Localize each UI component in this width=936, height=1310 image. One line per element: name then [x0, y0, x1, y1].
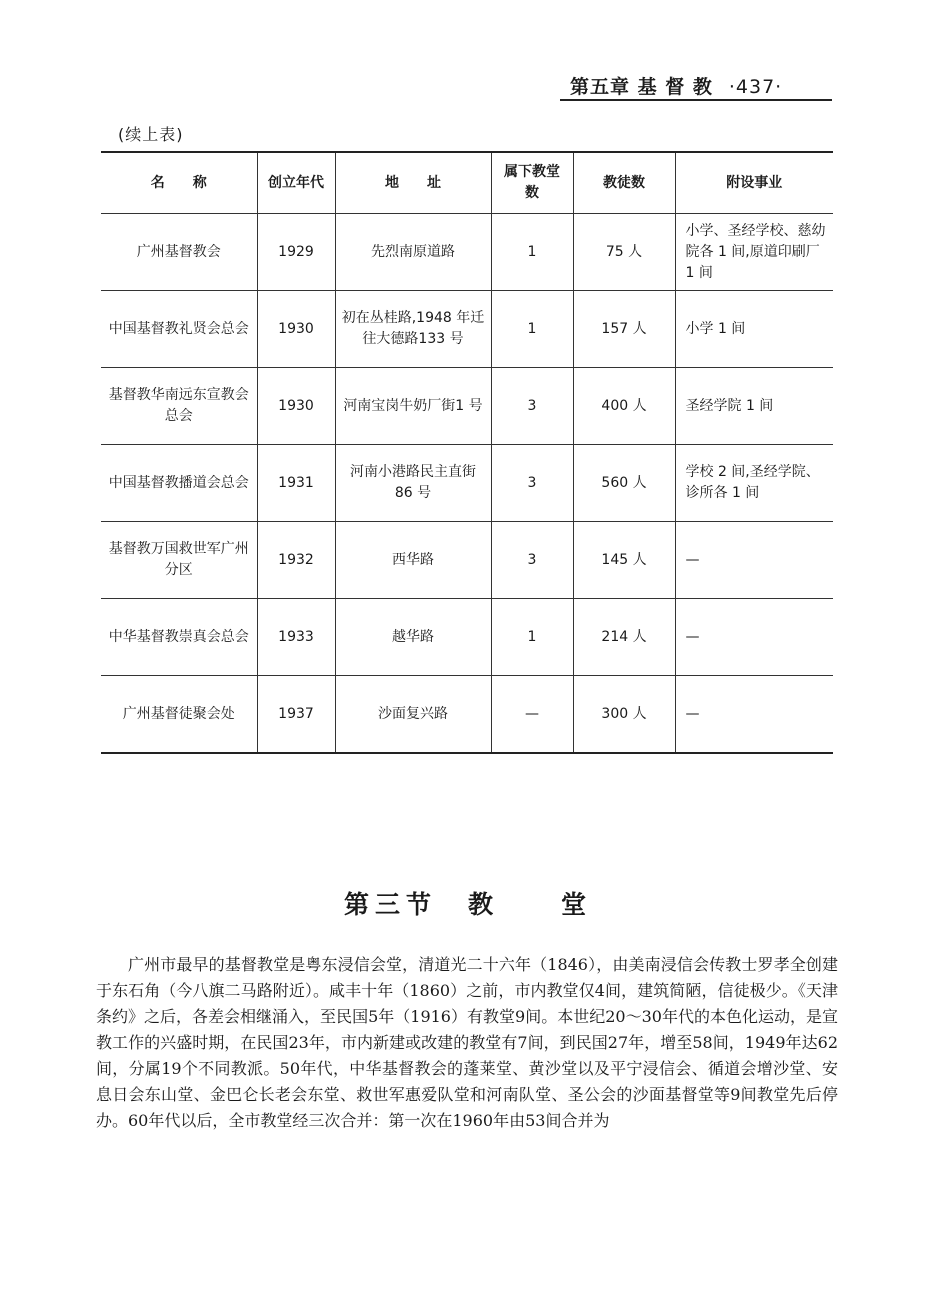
cell-members: 300 人 — [573, 676, 675, 754]
cell-affiliated: — — [675, 676, 833, 754]
cell-affiliated: — — [675, 522, 833, 599]
cell-address: 沙面复兴路 — [335, 676, 491, 754]
table-row — [101, 214, 833, 291]
page-number: ·437· — [728, 76, 783, 98]
cell-name: 中华基督教崇真会总会 — [101, 599, 257, 676]
cell-members: 145 人 — [573, 522, 675, 599]
header-affiliated: 附设事业 — [675, 152, 833, 214]
table-header-row — [101, 152, 833, 214]
table-row — [101, 368, 833, 445]
cell-name: 基督教万国救世军广州分区 — [101, 522, 257, 599]
header-members: 教徒数 — [573, 152, 675, 214]
continuation-label: (续上表) — [118, 125, 184, 144]
cell-address: 先烈南原道路 — [335, 214, 491, 291]
cell-founded: 1937 — [257, 676, 335, 754]
cell-affiliated: 小学、圣经学校、慈幼院各 1 间,原道印刷厂 1 间 — [675, 214, 833, 291]
cell-members: 214 人 — [573, 599, 675, 676]
table-row — [101, 676, 833, 754]
cell-address: 河南小港路民主直街 86 号 — [335, 445, 491, 522]
cell-members: 400 人 — [573, 368, 675, 445]
cell-churches: — — [491, 676, 573, 754]
cell-address: 初在丛桂路,1948 年迁往大德路133 号 — [335, 291, 491, 368]
cell-members: 157 人 — [573, 291, 675, 368]
cell-name: 基督教华南远东宣教会总会 — [101, 368, 257, 445]
body-text — [96, 952, 838, 1134]
cell-founded: 1930 — [257, 368, 335, 445]
cell-churches: 3 — [491, 522, 573, 599]
table-row — [101, 522, 833, 599]
header-name: 名 称 — [101, 152, 257, 214]
cell-churches: 3 — [491, 445, 573, 522]
table-row — [101, 599, 833, 676]
body-paragraph: 广州市最早的基督教堂是粤东浸信会堂，清道光二十六年（1846），由美南浸信会传教士罗孝全创建于东石角（今八旗二马路附近）。咸丰十年（1860）之前，市内教堂仅4间，建筑简陋，信徒极少。《天津条约》之后，各差会相继涌入，至民国5年（1916）有教堂9间。本世纪20～30年代的本色化运动，是宣教工作的兴盛时期，在民国23年，市内新建或改建的教堂有7间，到民国27年，增至58间，1949年达62间，分属19个不同教派。50年代，中华基督教会的蓬莱堂、黄沙堂以及平宁浸信会、循道会增沙堂、安息日会东山堂、金巴仑长老会东堂、救世军惠爱队堂和河南队堂、圣公会的沙面基督堂等9间教堂先后停办。60年代以后，全市教堂经三次合并：第一次在1960年由53间合并为 — [96, 955, 838, 1130]
chapter-title: 第五章 基 督 教 — [570, 76, 713, 98]
cell-founded: 1931 — [257, 445, 335, 522]
cell-address: 河南宝岗牛奶厂街1 号 — [335, 368, 491, 445]
cell-churches: 1 — [491, 599, 573, 676]
cell-founded: 1933 — [257, 599, 335, 676]
cell-founded: 1929 — [257, 214, 335, 291]
cell-founded: 1932 — [257, 522, 335, 599]
cell-name: 中国基督教播道会总会 — [101, 445, 257, 522]
cell-churches: 1 — [491, 291, 573, 368]
cell-name: 广州基督徒聚会处 — [101, 676, 257, 754]
cell-affiliated: 学校 2 间,圣经学院、诊所各 1 间 — [675, 445, 833, 522]
cell-members: 560 人 — [573, 445, 675, 522]
cell-address: 西华路 — [335, 522, 491, 599]
cell-affiliated: 圣经学院 1 间 — [675, 368, 833, 445]
cell-founded: 1930 — [257, 291, 335, 368]
cell-affiliated: — — [675, 599, 833, 676]
cell-members: 75 人 — [573, 214, 675, 291]
cell-churches: 1 — [491, 214, 573, 291]
cell-name: 广州基督教会 — [101, 214, 257, 291]
header-address: 地 址 — [335, 152, 491, 214]
running-head-rule — [560, 99, 832, 101]
header-founded: 创立年代 — [257, 152, 335, 214]
cell-affiliated: 小学 1 间 — [675, 291, 833, 368]
cell-name: 中国基督教礼贤会总会 — [101, 291, 257, 368]
cell-churches: 3 — [491, 368, 573, 445]
cell-address: 越华路 — [335, 599, 491, 676]
section-title: 第三节 教 堂 — [343, 889, 592, 919]
church-organizations-table — [101, 151, 833, 754]
table-row — [101, 291, 833, 368]
running-head — [570, 72, 782, 99]
header-churches: 属下教堂数 — [491, 152, 573, 214]
table-row — [101, 445, 833, 522]
